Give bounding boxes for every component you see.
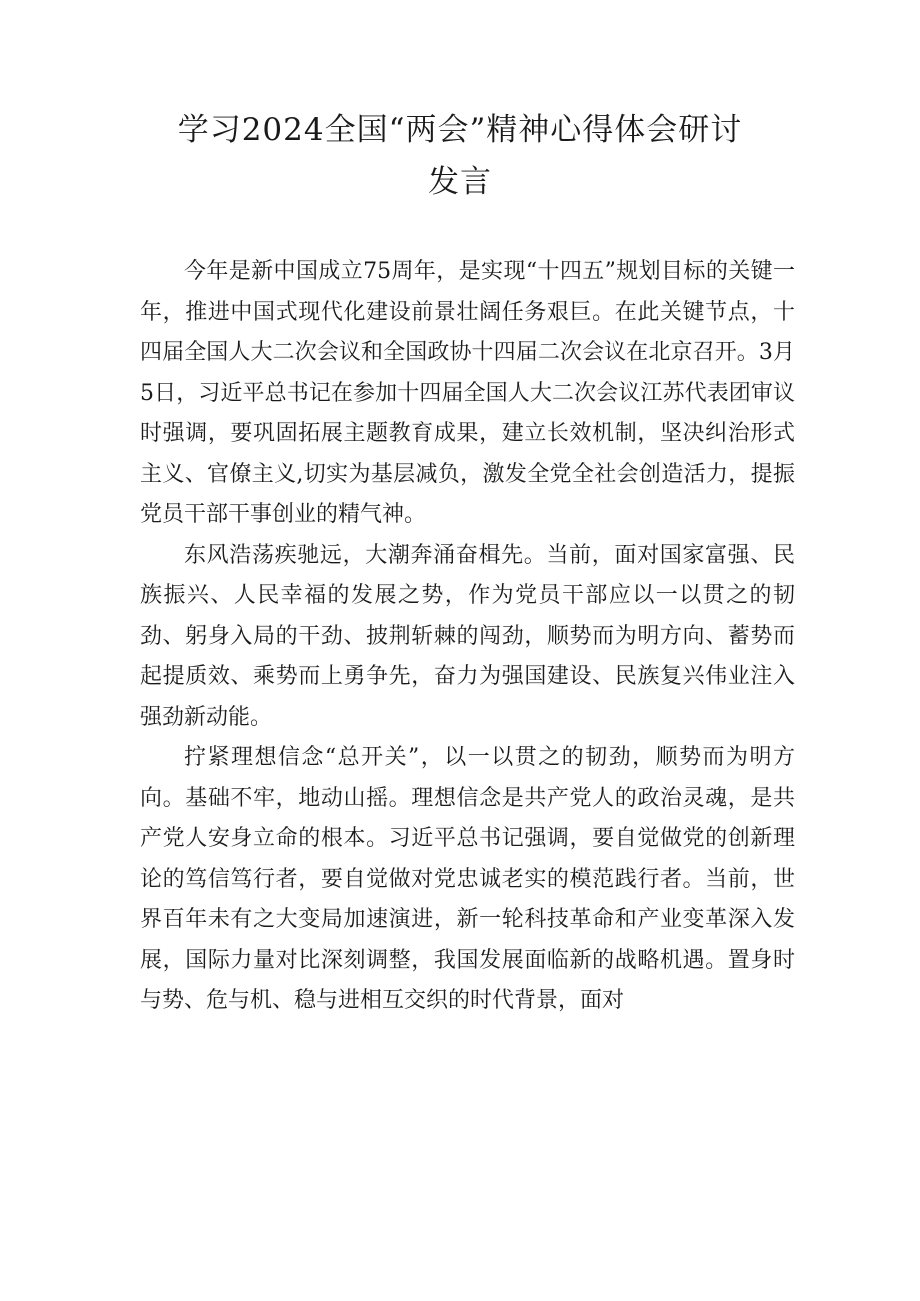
paragraph: 东风浩荡疾驰远，大潮奔涌奋楫先。当前，面对国家富强、民族振兴、人民幸福的发展之势，作为党员干部应以一以贯之的韧劲、躬身入局的干劲、披荆斩棘的闯劲，顺势而为明方向、蓄势而起提质效、乘势而上勇争先，奋力为强国建设、民族复兴伟业注入强劲新动能。 xyxy=(140,542,795,730)
title-line-2: 发言 xyxy=(428,164,492,200)
document-title xyxy=(100,104,820,208)
title-line-1: 学习2024全国“两会”精神心得体会研讨 xyxy=(177,112,743,148)
paragraph: 拧紧理想信念“总开关”，以一以贯之的韧劲，顺势而为明方向。基础不牢，地动山摇。理想信念是共产党人的政治灵魂，是共产党人安身立命的根本。习近平总书记强调，要自觉做党的创新理论的笃信笃行者，要自觉做对党忠诚老实的模范践行者。当前，世界百年未有之大变局加速演进，新一轮科技革命和产业变革深入发展，国际力量对比深刻调整，我国发展面临新的战略机遇。置身时与势、危与机、稳与进相互交织的时代背景，面对 xyxy=(140,745,795,1013)
document-body xyxy=(140,252,795,1022)
paragraph: 今年是新中国成立75周年，是实现“十四五”规划目标的关键一年，推进中国式现代化建设前景壮阔任务艰巨。在此关键节点，十四届全国人大二次会议和全国政协十四届二次会议在北京召开。3月5日，习近平总书记在参加十四届全国人大二次会议江苏代表团审议时强调，要巩固拓展主题教育成果，建立长效机制，坚决纠治形式主义、官僚主义,切实为基层减负，激发全党全社会创造活力，提振党员干部干事创业的精气神。 xyxy=(140,259,795,527)
